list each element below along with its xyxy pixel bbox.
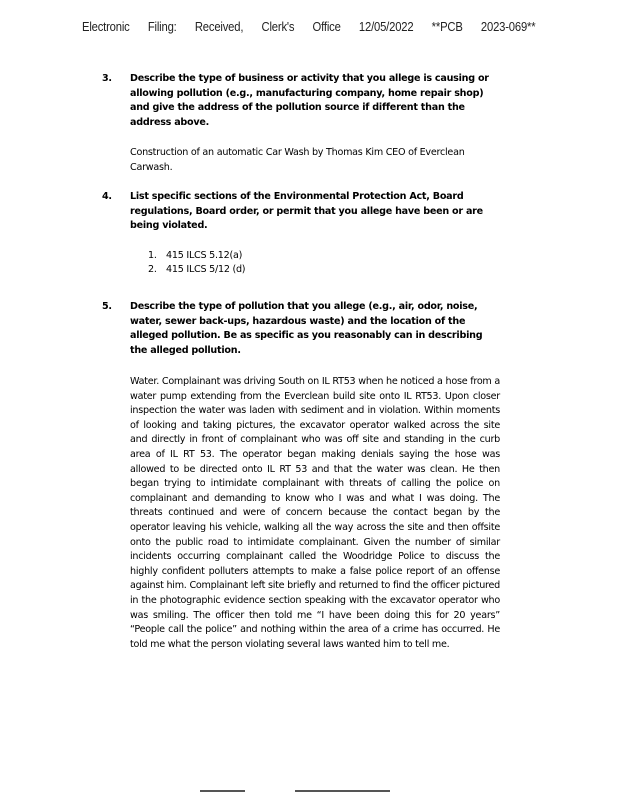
header-part: Electronic	[82, 20, 130, 34]
footer-mark	[295, 790, 390, 792]
header-part: 2023-069**	[480, 20, 536, 34]
list-item-number: 1.	[148, 250, 157, 261]
page-footer-marks	[200, 790, 400, 794]
list-item	[148, 249, 242, 264]
item-5-answer: Water. Complainant was driving South on IL RT53 when he noticed a hose from a water pump extending from the Everclean build site onto IL RT53. Upon closer inspection the water was laden with sediment and in violation. Within moments of looking and taking pictures, the excavator operator walked across the site and directly in front of complainant who was off site and standing in the curb area of IL RT 53. The operator began making denials saying the hose was allowed to be directed onto IL RT 53 and that the water was clean. He then began trying to intimidate complainant with threats of calling the police on complainant and demanding to know who I was and what I was doing. The threats continued and were of concern because the contact began by the operator leaving his vehicle, walking all the way across the site and then offsite onto the public road to intimidate complainant. Given the number of similar incidents occurring complainant called the Woodridge Police to discuss the highly confident polluters attempts to make a false police report of an offense against him. Complainant left site briefly and returned to find the officer pictured in the photographic evidence section speaking with the excavator operator who was smiling. The officer then told me “I have been doing this for 20 years” “People call the police” and nothing within the area of a crime has occurred. He told me what the person violating several laws wanted him to tell me.	[130, 376, 500, 650]
item-question: Describe the type of business or activity that you allege is causing or allowing pollution (e.g., manufacturing company, home repair shop) and give the address of the pollution source if different than the address above.	[130, 73, 489, 128]
list-item-number: 2.	[148, 264, 157, 275]
list-item	[148, 263, 245, 278]
item-number: 4.	[102, 191, 112, 202]
list-item-text: 415 ILCS 5/12 (d)	[166, 264, 246, 275]
header-part: Filing:	[147, 20, 177, 34]
list-item-text: 415 ILCS 5.12(a)	[166, 250, 243, 261]
header-part: **PCB	[431, 20, 463, 34]
footer-mark	[200, 790, 245, 792]
item-3-answer: Construction of an automatic Car Wash by Thomas Kim CEO of Everclean Carwash.	[130, 147, 465, 173]
header-part: Received,	[194, 20, 244, 34]
item-question: List specific sections of the Environmental Protection Act, Board regulations, Board order, or permit that you allege have been or are being violated.	[130, 191, 483, 232]
item-number: 3.	[102, 73, 112, 84]
item-number: 5.	[102, 301, 112, 312]
header-part: 12/05/2022	[358, 20, 414, 34]
item-question: Describe the type of pollution that you allege (e.g., air, odor, noise, water, sewer back-ups, hazardous waste) and the location of the alleged pollution. Be as specific as you reasonably can in describing the alleged pollution.	[130, 301, 483, 356]
header-part: Clerk's	[261, 20, 295, 34]
filing-header	[82, 20, 536, 34]
header-part: Office	[312, 20, 341, 34]
